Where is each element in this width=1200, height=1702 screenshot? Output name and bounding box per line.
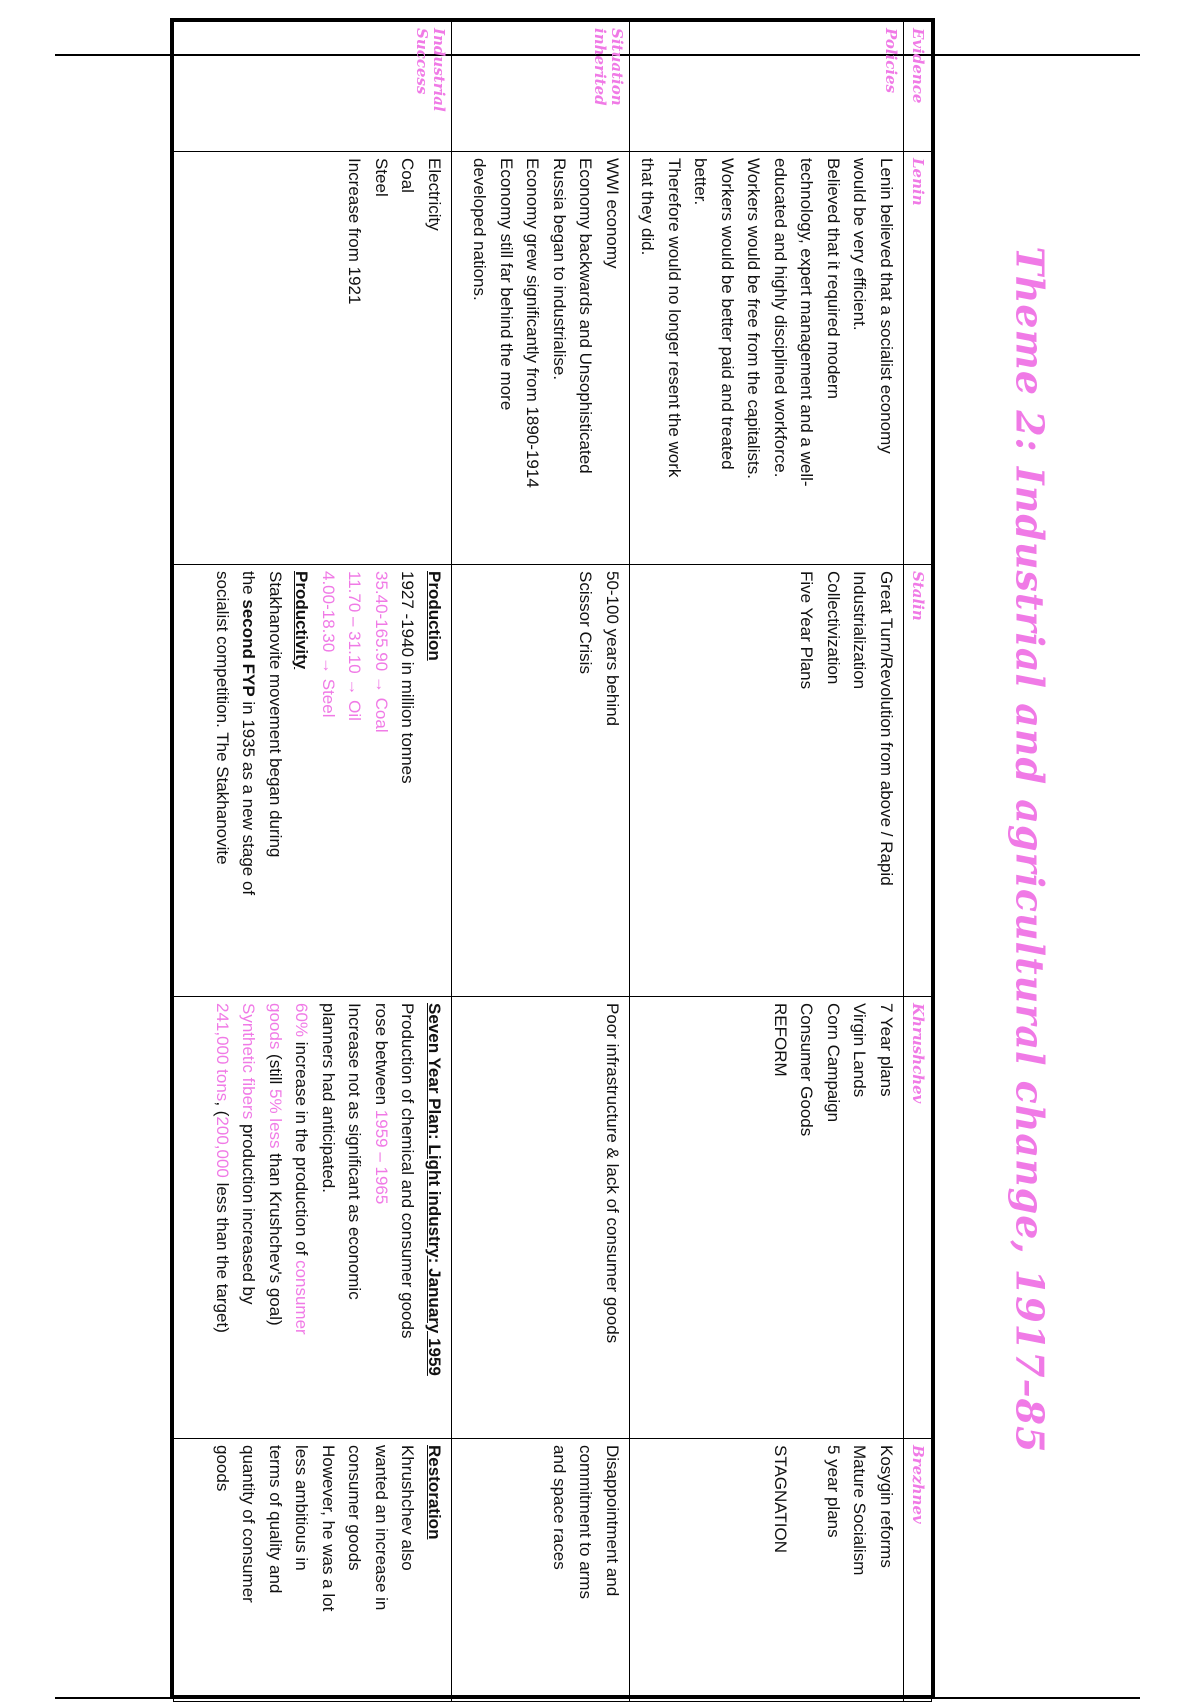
- row-label-success: Industrial Success: [174, 22, 452, 152]
- header-evidence: Evidence: [904, 22, 932, 152]
- lenin-success: Electricity Coal Steel Increase from 1921: [174, 152, 452, 565]
- row-label-situation: Situation inherited: [452, 22, 630, 152]
- stalin-success: Production 1927 -1940 in million tonnes 35.40-165.90 → Coal 11.70 – 31.10 → Oil 4.00-18.30 → Steel Productivity Stakhanovite movement began during the second FYP in 1935 as a new stage of socialist competition. The Stakhanovite: [174, 565, 452, 997]
- brezhnev-policies: Kosygin reforms Mature Socialism 5 year plans STAGNATION: [630, 1439, 904, 1702]
- oil-figure: 11.70 – 31.10 → Oil: [345, 571, 365, 721]
- khrushchev-success: Seven Year Plan: Light industry: January 1959 Production of chemical and consumer goods rose between 1959 – 1965 Increase not as significant as economic planners had anticipated. 60% increase in the production of consumer goods (still 5% less than Krushchev's goal) Synthetic fibers production increased by 241,000 tons, (200,000 less than the target): [174, 997, 452, 1439]
- header-stalin: Stalin: [904, 565, 932, 997]
- header-khrushchev: Khrushchev: [904, 997, 932, 1439]
- row-success: [174, 22, 452, 1702]
- row-label-policies: Policies: [630, 22, 904, 152]
- steel-figure: 4.00-18.30 → Steel: [319, 571, 338, 718]
- header-lenin: Lenin: [904, 152, 932, 565]
- header-brezhnev: Brezhnev: [904, 1439, 932, 1702]
- coal-figure: 35.40-165.90 → Coal: [372, 571, 391, 733]
- evidence-table: [170, 18, 935, 1698]
- row-situation: [452, 22, 630, 1702]
- brezhnev-situation: Disappointment and commitment to arms and space races: [452, 1439, 630, 1702]
- khrushchev-policies: 7 Year plans Virgin Lands Corn Campaign Consumer Goods REFORM: [630, 997, 904, 1439]
- row-policies: [630, 22, 904, 1702]
- stalin-policies: Great Turn/Revolution from above / Rapid Industrialization Collectivization Five Year Plans: [630, 565, 904, 997]
- production-heading: Production: [425, 571, 444, 661]
- page-title: Theme 2: Industrial and agricultural change, 1917–85: [1007, 246, 1053, 1454]
- header-row: [904, 22, 932, 1702]
- productivity-heading: Productivity: [292, 571, 312, 670]
- seven-year-plan-heading: Seven Year Plan: Light industry: January 1959: [425, 1003, 444, 1376]
- lenin-situation: WWI economy Economy backwards and Unsophisticated Russia began to industrialise. Economy grew significantly from 1890-1914 Economy still far behind the more developed nations.: [452, 152, 630, 565]
- restoration-heading: Restoration: [425, 1445, 444, 1540]
- lenin-policies: Lenin believed that a socialist economy would be very efficient. Believed that it required modern technology, expert management and a well- educated and highly disciplined workforce. Workers would be free from the capitalists. Workers would be better paid and treated better. Therefore would no longer resent the work that they did.: [630, 152, 904, 565]
- brezhnev-success: Restoration Khrushchev also wanted an increase in consumer goods However, he was a lot less ambitious in terms of quality and quantity of consumer goods: [174, 1439, 452, 1702]
- khrushchev-situation: Poor infrastructure & lack of consumer goods: [452, 997, 630, 1439]
- stalin-situation: 50-100 years behind Scissor Crisis: [452, 565, 630, 997]
